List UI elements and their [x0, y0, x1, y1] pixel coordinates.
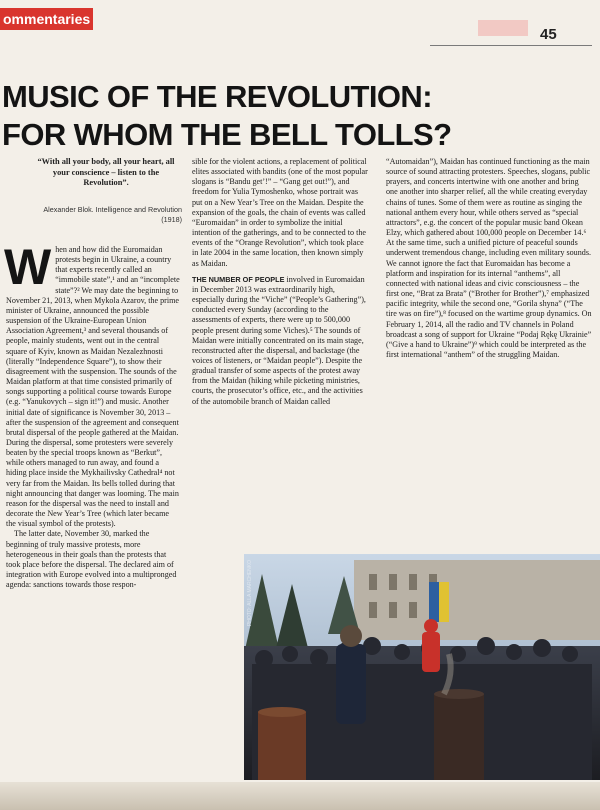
section-tag: ommentaries [0, 8, 93, 30]
section-lead-in: THE NUMBER OF PEOPLE [192, 274, 285, 284]
header-rule [430, 45, 592, 46]
drop-cap: W [4, 239, 52, 295]
paragraph: “Automaidan”), Maidan has continued functioning as the main source of sound attracting protesters. Speeches, slogans, public prayers, and concerts intertwine with one another and bring one another into sharper relief, all the while creating everyday chains of tunes. Some of them were as routine as singing the national anthem every hour, while others served as “special attractors”, e.g. the concert of the popular music band Okean Elzy, which gathered about 100,000 people on December 14.⁶ At the same time, such a unified picture of peaceful sounds underwent tremendous change, including even military sounds. We cannot ignore the fact that Euromaidan has become a platform and inspiration for its internal “anthems”, all connected with national ideas and civic consciousness – the first one, “Brat za Brata” (“Brother for Brother”),⁷ emphasized pacific integrity, while the second one, “Gorila shyna” (“The tire was on fire”),⁸ focused on the wartime group dynamics. On February 1, 2014, all the radio and TV channels in Poland broadcast a song of support for Ukraine “Podaj Rękę Ukrainie” (“Give a hand to Ukraine”)⁹ which could be interpreted as the first international “anthem” of the struggling Maidan. [386, 157, 592, 359]
article-column-1 [4, 239, 180, 590]
article-headline [2, 78, 600, 154]
paragraph-text: involved in Euromaidan in December 2013 was extraordinarily high, especially during the “Viche” (“People’s Gathering”), conducted every Sunday (according to the assessments of experts, there were up to 500,000 people present during some Viches).⁵ The sounds of Maidan were initially concentrated on its main stage, reconstructed after the dispersal, and backstage (the voices of listeners, or “Maidan people”). Despite the gradual transfer of some aspects of the protest away from the Maidan (hiking while picketing ministries, courts, the prosecutor’s office, etc., and the activities of the automobile branch of Maidan called [192, 274, 366, 406]
epigraph [30, 157, 182, 226]
epigraph-quote: “With all your body, all your heart, all your conscience – listen to the Revolution”. [37, 157, 175, 188]
paragraph: The latter date, November 30, marked the beginning of truly massive protests, more heterogeneous in their goals than the protests that took place before the dispersal. The declared aim of integration with Europe evolved into a multipronged agenda: sanctions towards those respon- [6, 529, 177, 590]
protest-photo [244, 554, 600, 780]
photo-credit: PHOTO: ALLA MARCHENKO [247, 560, 253, 627]
paragraph: hen and how did the Euromaidan protests begin in Ukraine, a country that experts recently called an “immobile state”,¹ and an “incomplete state”?² We may date the beginning to November 21, 2013, when Mykola Azarov, the prime minister of Ukraine, announced the possible suspension of the Ukraine-European Union Association Agreement,³ and several thousands of people, mainly students, went out in the central square of Kyiv, known as Maidan Nezalezhnosti (literally “Independence Square”), to show their disagreement with the suspension. The sounds of the Maidan platform at that time consisted primarily of songs supporting a political course towards Europe (e.g. “Yanukovych – sign it!”) and music. Another initial date of significance is November 30, 2013 – after the suspension of the agreement and consequent brutal dispersal of the people gathered at the Maidan. During the dispersal, some protesters were severely beaten by the special troops known as “Berkut”, while others managed to run away, and found a hiding place inside the Mykhailivsky Cathedral⁴ not very far from the Maidan. Its bells tolled during that night announcing that danger was looming. The main reason for the dispersal was the need to install and decorate the New Year’s Tree (which later became the visual symbol of the protests). [6, 245, 180, 529]
headline-line-2: FOR WHOM THE BELL TOLLS? [2, 117, 452, 152]
paragraph: sible for the violent actions, a replacement of political elites associated with bandits (one of the most popular slogans is “Bandu get’!” – “Gang get out!”), and freedom for Yulia Tymoshenko, whose portrait was put on a New Year’s Tree on the Maidan. Despite the expansion of the goals, the chain of events was called “Euromaidan” in order to symbolize the initial intention of the gatherings, and to be connected to the events of the “Orange Revolution”, which took place in late 2004 in the same location, then known simply as Maidan. [192, 157, 368, 268]
paragraph [192, 275, 368, 407]
epigraph-source: Alexander Blok. Intelligence and Revolution (1918) [43, 204, 182, 225]
headline-line-1: MUSIC OF THE REVOLUTION: [2, 79, 432, 114]
page-bottom-edge [0, 782, 600, 810]
article-column-3 [386, 157, 592, 360]
article-column-2 [192, 157, 368, 407]
page-number: 45 [540, 26, 557, 43]
faded-section-tag [478, 20, 528, 36]
